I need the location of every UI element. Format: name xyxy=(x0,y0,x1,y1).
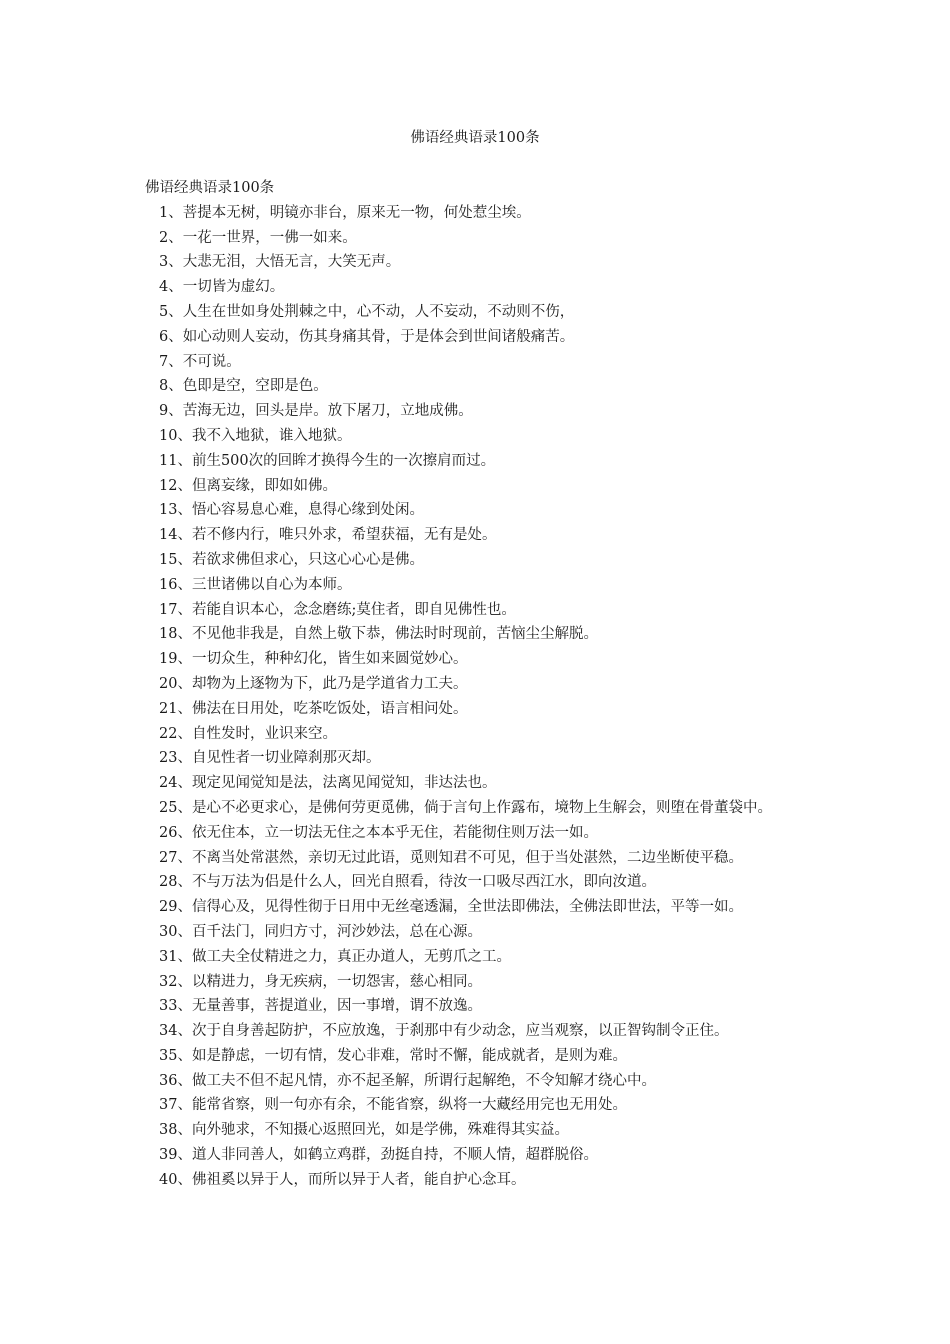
quote-item: 38、向外驰求，不知摄心返照回光，如是学佛，殊难得其实益。 xyxy=(159,1122,569,1139)
quote-item: 30、百千法门，同归方寸，河沙妙法，总在心源。 xyxy=(159,923,482,940)
quote-item: 25、是心不必更求心，是佛何劳更觅佛，倘于言句上作露布，境物上生解会，则堕在骨董袋中。 xyxy=(159,799,772,816)
document-body xyxy=(145,176,810,1193)
quote-item: 14、若不修内行，唯只外求，希望获福，无有是处。 xyxy=(159,527,497,544)
quote-item: 23、自见性者一切业障刹那灭却。 xyxy=(159,750,381,767)
quote-list xyxy=(145,201,810,1193)
quote-item: 5、人生在世如身处荆棘之中，心不动，人不妄动，不动则不伤， xyxy=(159,303,575,320)
quote-item: 11、前生500次的回眸才换得今生的一次擦肩而过。 xyxy=(159,452,496,469)
quote-item: 40、佛祖奚以异于人，而所以异于人者，能自护心念耳。 xyxy=(159,1171,526,1188)
quote-item: 26、依无住本，立一切法无住之本本乎无住，若能彻住则万法一如。 xyxy=(159,824,598,841)
quote-item: 22、自性发时，业识来空。 xyxy=(159,725,337,742)
quote-item: 18、不见他非我是，自然上敬下恭，佛法时时现前，苦恼尘尘解脱。 xyxy=(159,626,598,643)
quote-item: 7、不可说。 xyxy=(159,353,241,370)
quote-item: 33、无量善事，菩提道业，因一事增，谓不放逸。 xyxy=(159,998,482,1015)
quote-item: 16、三世诸佛以自心为本师。 xyxy=(159,576,352,593)
quote-item: 19、一切众生，种种幻化，皆生如来圆觉妙心。 xyxy=(159,651,468,668)
quote-item: 34、次于自身善起防护，不应放逸，于刹那中有少动念，应当观察，以正智钩制令正住。 xyxy=(159,1023,729,1040)
document-title: 佛语经典语录100条 xyxy=(410,130,540,146)
quote-item: 32、以精进力，身无疾病，一切怨害，慈心相同。 xyxy=(159,973,482,990)
document-subtitle: 佛语经典语录100条 xyxy=(145,180,275,196)
quote-item: 15、若欲求佛但求心，只这心心心是佛。 xyxy=(159,551,424,568)
quote-item: 24、现定见闻觉知是法，法离见闻觉知，非达法也。 xyxy=(159,775,497,792)
quote-item: 13、悟心容易息心难，息得心缘到处闲。 xyxy=(159,502,424,519)
quote-item: 17、若能自识本心，念念磨练;莫住者，即自见佛性也。 xyxy=(159,601,516,618)
quote-item: 3、大悲无泪，大悟无言，大笑无声。 xyxy=(159,254,401,271)
quote-item: 20、却物为上逐物为下，此乃是学道省力工夫。 xyxy=(159,675,468,692)
quote-item: 1、菩提本无树，明镜亦非台，原来无一物，何处惹尘埃。 xyxy=(159,204,531,221)
quote-item: 21、佛法在日用处，吃茶吃饭处，语言相问处。 xyxy=(159,700,468,717)
quote-item: 28、不与万法为侣是什么人，回光自照看，待汝一口吸尽西江水，即向汝道。 xyxy=(159,874,656,891)
quote-item: 2、一花一世界，一佛一如来。 xyxy=(159,229,357,246)
quote-item: 37、能常省察，则一句亦有余，不能省察，纵将一大藏经用完也无用处。 xyxy=(159,1097,627,1114)
quote-item: 6、如心动则人妄动，伤其身痛其骨，于是体会到世间诸般痛苦。 xyxy=(159,328,575,345)
quote-item: 35、如是静虑，一切有情，发心非难，常时不懈，能成就者，是则为难。 xyxy=(159,1047,627,1064)
quote-item: 36、做工夫不但不起凡情，亦不起圣解，所谓行起解绝，不令知解才绕心中。 xyxy=(159,1072,656,1089)
quote-item: 9、苦海无边，回头是岸。放下屠刀，立地成佛。 xyxy=(159,403,473,420)
quote-item: 27、不离当处常湛然，亲切无过此语，觅则知君不可见，但于当处湛然，二边坐断使平稳。 xyxy=(159,849,743,866)
quote-item: 4、一切皆为虚幻。 xyxy=(159,279,285,296)
quote-item: 8、色即是空，空即是色。 xyxy=(159,378,328,395)
quote-item: 31、做工夫全仗精进之力，真正办道人，无剪爪之工。 xyxy=(159,948,511,965)
quote-item: 29、信得心及，见得性彻于日用中无丝毫透漏，全世法即佛法，全佛法即世法，平等一如。 xyxy=(159,899,743,916)
quote-item: 10、我不入地狱，谁入地狱。 xyxy=(159,427,352,444)
quote-item: 12、但离妄缘，即如如佛。 xyxy=(159,477,337,494)
quote-item: 39、道人非同善人，如鹤立鸡群，劲挺自持，不顺人情，超群脱俗。 xyxy=(159,1147,598,1164)
